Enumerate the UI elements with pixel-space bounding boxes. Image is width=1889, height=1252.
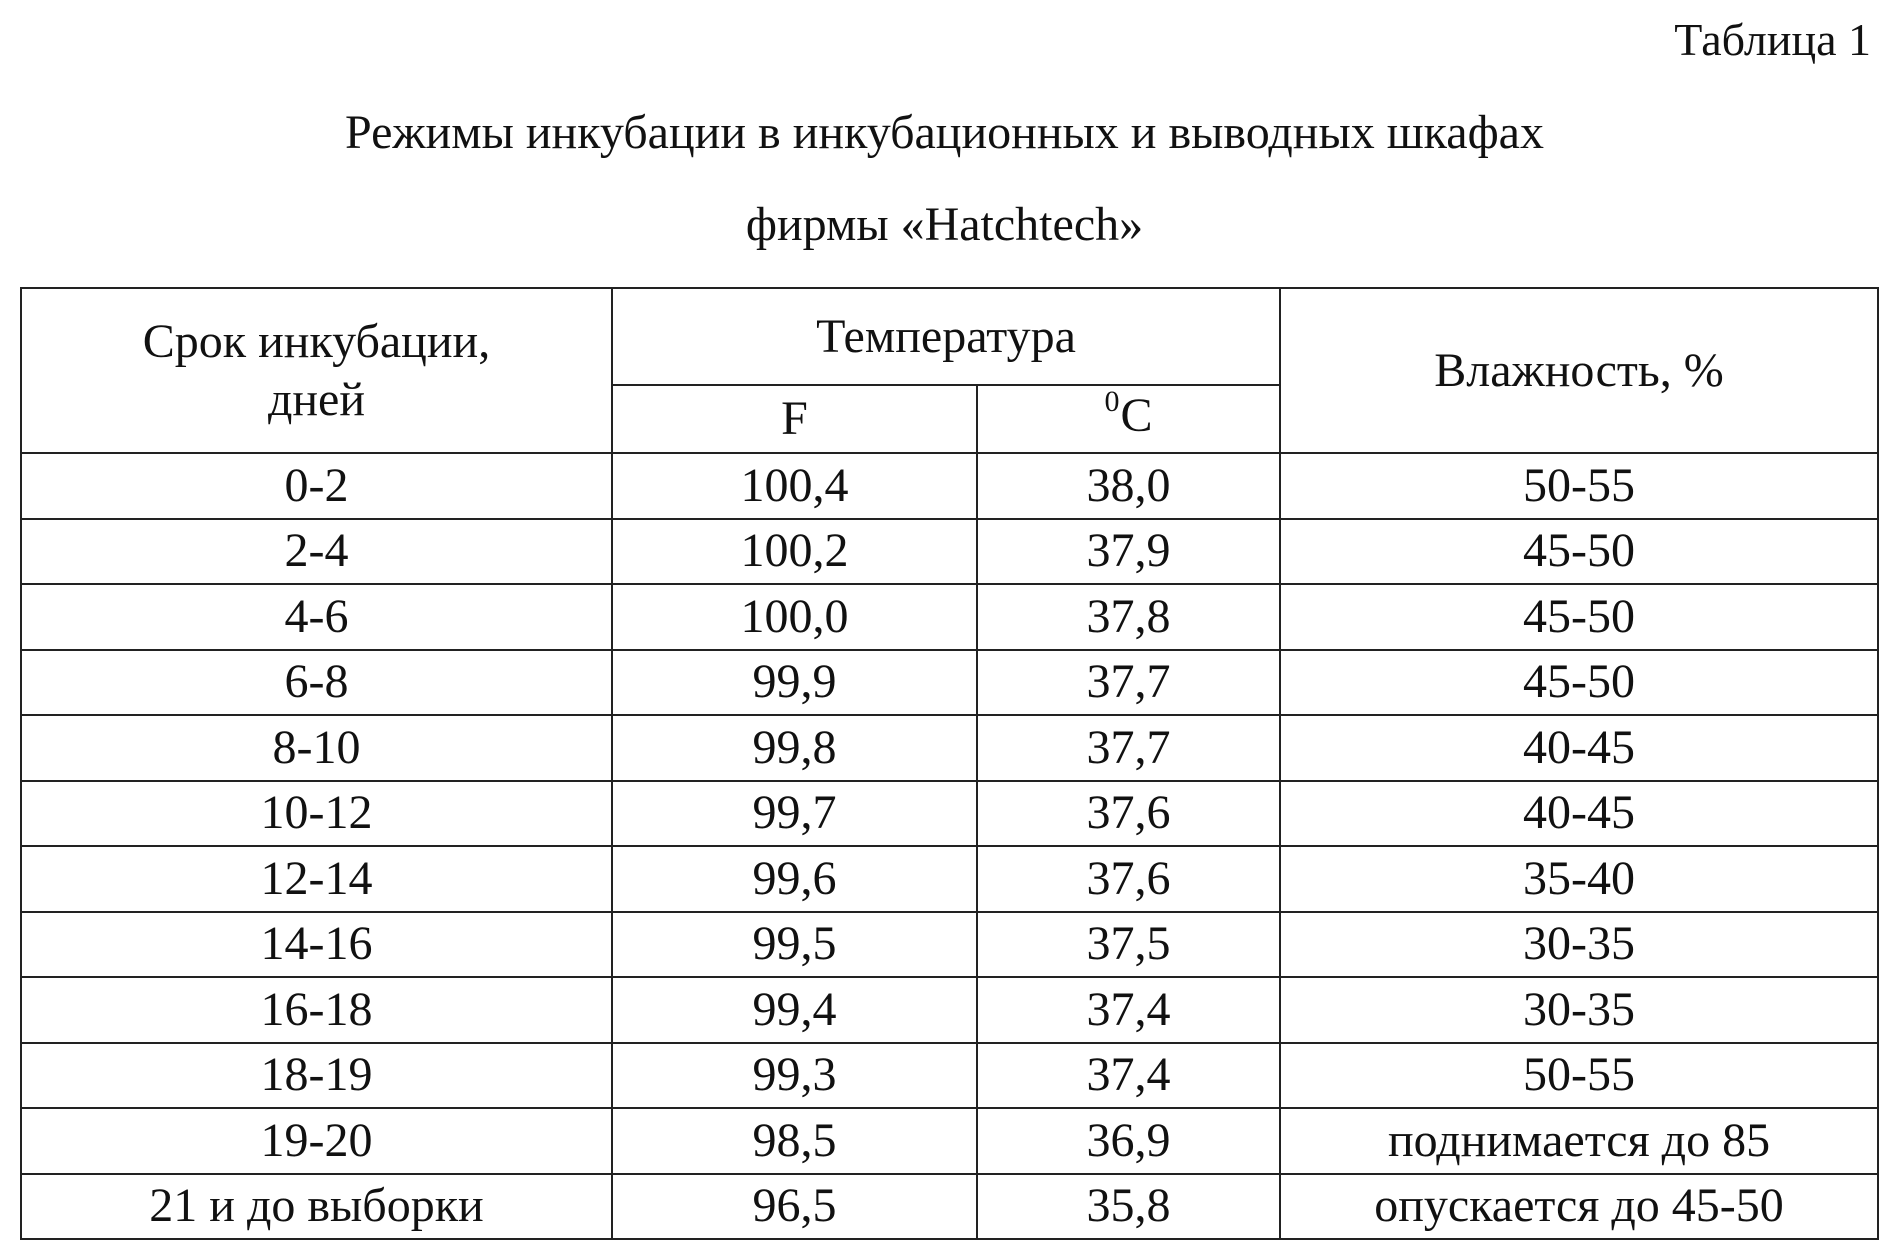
cell-fahrenheit: 100,0: [612, 584, 977, 650]
header-celsius: [977, 385, 1280, 453]
incubation-table: [20, 287, 1879, 1240]
cell-humidity: 35-40: [1280, 846, 1878, 912]
cell-celsius: 35,8: [977, 1174, 1280, 1240]
cell-celsius: 36,9: [977, 1108, 1280, 1174]
cell-fahrenheit: 99,9: [612, 650, 977, 716]
cell-humidity: 50-55: [1280, 453, 1878, 519]
degree-superscript: 0: [1104, 385, 1120, 418]
table-row: [21, 1174, 1878, 1240]
cell-fahrenheit: 100,4: [612, 453, 977, 519]
cell-humidity: 30-35: [1280, 977, 1878, 1043]
table-row: [21, 912, 1878, 978]
cell-celsius: 37,4: [977, 1043, 1280, 1109]
header-days-unit: дней: [267, 372, 366, 426]
table-row: [21, 519, 1878, 585]
cell-fahrenheit: 99,6: [612, 846, 977, 912]
cell-celsius: 37,7: [977, 715, 1280, 781]
cell-humidity: 45-50: [1280, 584, 1878, 650]
table-row: [21, 1108, 1878, 1174]
cell-celsius: 37,4: [977, 977, 1280, 1043]
cell-celsius: 37,8: [977, 584, 1280, 650]
cell-celsius: 38,0: [977, 453, 1280, 519]
table-row: [21, 846, 1878, 912]
cell-humidity: 45-50: [1280, 519, 1878, 585]
cell-humidity: 45-50: [1280, 650, 1878, 716]
header-temperature: Температура: [612, 288, 1280, 385]
header-celsius-label: C: [1120, 389, 1153, 442]
table-row: [21, 650, 1878, 716]
cell-days: 6-8: [21, 650, 612, 716]
cell-days: 21 и до выборки: [21, 1174, 612, 1240]
cell-days: 4-6: [21, 584, 612, 650]
header-fahrenheit: F: [612, 385, 977, 453]
cell-days: 19-20: [21, 1108, 612, 1174]
header-days-label: Срок инкубации,: [142, 314, 491, 368]
header-humidity: Влажность, %: [1280, 288, 1878, 453]
cell-days: 12-14: [21, 846, 612, 912]
cell-humidity: 30-35: [1280, 912, 1878, 978]
table-row: [21, 584, 1878, 650]
table-row: [21, 715, 1878, 781]
cell-celsius: 37,5: [977, 912, 1280, 978]
cell-fahrenheit: 99,3: [612, 1043, 977, 1109]
cell-days: 0-2: [21, 453, 612, 519]
cell-fahrenheit: 99,4: [612, 977, 977, 1043]
cell-days: 18-19: [21, 1043, 612, 1109]
cell-fahrenheit: 99,5: [612, 912, 977, 978]
cell-humidity: 40-45: [1280, 781, 1878, 847]
document-title-line-1: Режимы инкубации в инкубационных и выводных шкафах: [345, 106, 1544, 159]
cell-fahrenheit: 99,7: [612, 781, 977, 847]
cell-humidity: 40-45: [1280, 715, 1878, 781]
cell-fahrenheit: 99,8: [612, 715, 977, 781]
table-row: [21, 1043, 1878, 1109]
cell-fahrenheit: 98,5: [612, 1108, 977, 1174]
table-body: [21, 453, 1878, 1239]
cell-celsius: 37,6: [977, 846, 1280, 912]
table-row: [21, 453, 1878, 519]
cell-days: 8-10: [21, 715, 612, 781]
cell-celsius: 37,9: [977, 519, 1280, 585]
header-days: [21, 288, 612, 453]
cell-humidity: опускается до 45-50: [1280, 1174, 1878, 1240]
document-title-line-2: фирмы «Hatchtech»: [745, 198, 1144, 251]
cell-fahrenheit: 100,2: [612, 519, 977, 585]
cell-celsius: 37,7: [977, 650, 1280, 716]
cell-days: 10-12: [21, 781, 612, 847]
cell-days: 2-4: [21, 519, 612, 585]
table-row: [21, 977, 1878, 1043]
cell-fahrenheit: 96,5: [612, 1174, 977, 1240]
cell-celsius: 37,6: [977, 781, 1280, 847]
cell-humidity: поднимается до 85: [1280, 1108, 1878, 1174]
table-label: Таблица 1: [1674, 14, 1871, 65]
table-row: [21, 781, 1878, 847]
cell-days: 16-18: [21, 977, 612, 1043]
cell-humidity: 50-55: [1280, 1043, 1878, 1109]
cell-days: 14-16: [21, 912, 612, 978]
